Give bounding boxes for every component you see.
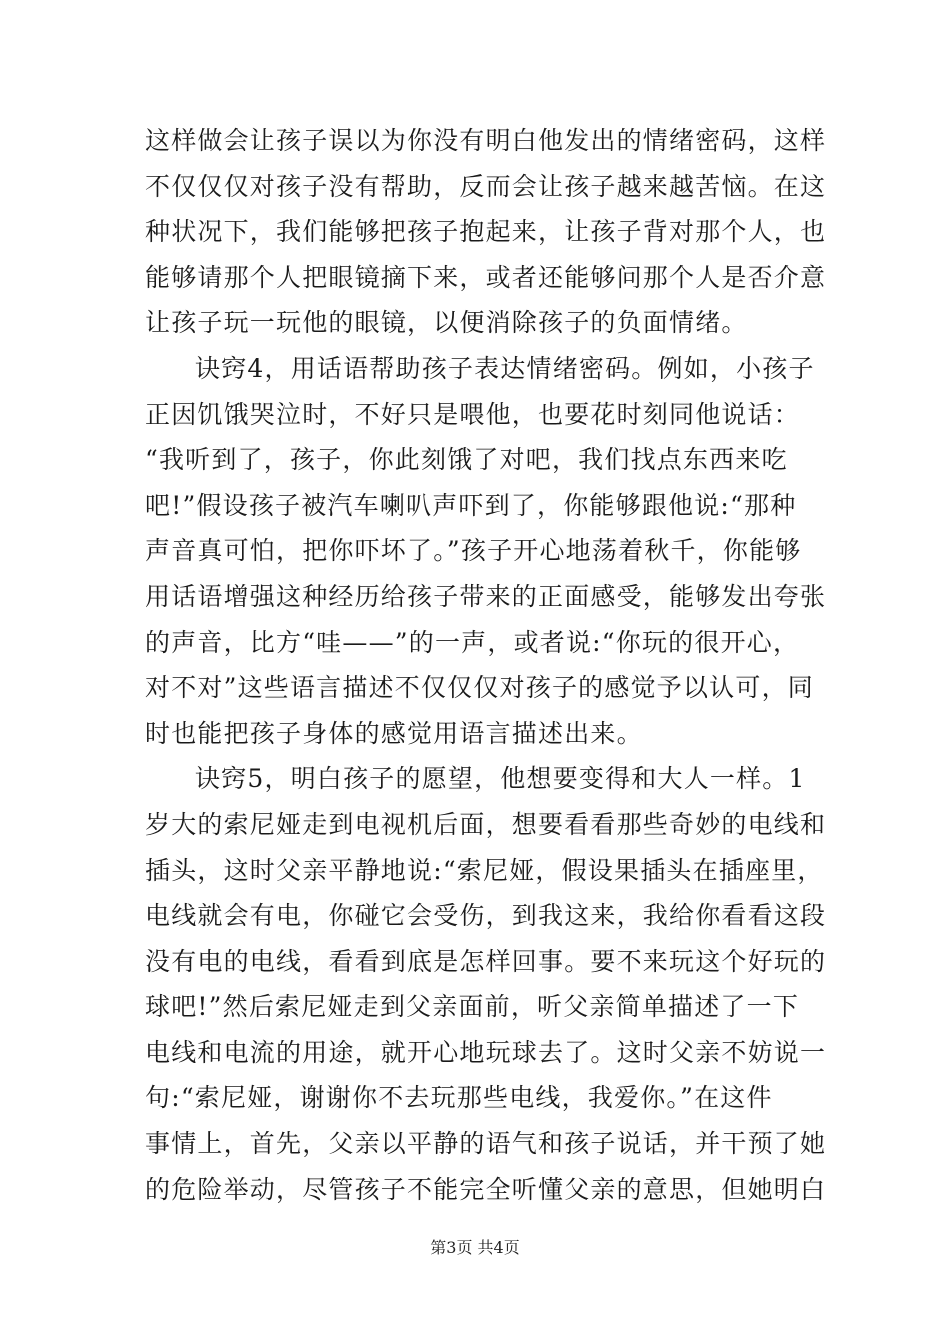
- text-line: 球吧!”然后索尼娅走到父亲面前，听父亲简单描述了一下: [145, 992, 800, 1022]
- text-line: 事情上，首先，父亲以平静的语气和孩子说话，并干预了她: [145, 1129, 827, 1159]
- text-line: 能够请那个人把眼镜摘下来，或者还能够问那个人是否介意: [145, 262, 827, 292]
- text-line: 声音真可怕，把你吓坏了。”孩子开心地荡着秋千，你能够: [145, 536, 802, 566]
- page-number-footer: 第3页 共4页: [430, 1238, 520, 1257]
- text-line: 电线和电流的用途，就开心地玩球去了。这时父亲不妨说一: [145, 1037, 827, 1067]
- text-line: 对不对”这些语言描述不仅仅仅对孩子的感觉予以认可，同: [145, 673, 814, 703]
- text-line: 插头，这时父亲平静地说:“索尼娅，假设果插头在插座里，: [145, 855, 824, 885]
- text-line: 没有电的电线，看看到底是怎样回事。要不来玩这个好玩的: [145, 946, 827, 976]
- text-line: 的声音，比方“哇——”的一声，或者说:“你玩的很开心，: [145, 627, 800, 657]
- text-line: 时也能把孩子身体的感觉用语言描述出来。: [145, 718, 643, 748]
- text-line: 岁大的索尼娅走到电视机后面，想要看看那些奇妙的电线和: [145, 809, 827, 839]
- text-line: 这样做会让孩子误以为你没有明白他发出的情绪密码，这样: [145, 126, 827, 155]
- paragraph-start-line: 诀窍4，用话语帮助孩子表达情绪密码。例如，小孩子: [195, 353, 815, 383]
- text-line: 种状况下，我们能够把孩子抱起来，让孩子背对那个人，也: [145, 217, 827, 247]
- text-line: 不仅仅仅对孩子没有帮助，反而会让孩子越来越苦恼。在这: [145, 171, 827, 201]
- document-body: [145, 118, 827, 1212]
- paragraph-start-line: 诀窍5，明白孩子的愿望，他想要变得和大人一样。1: [195, 764, 806, 794]
- text-line: 用话语增强这种经历给孩子带来的正面感受，能够发出夸张: [145, 581, 827, 611]
- text-line: 吧!”假设孩子被汽车喇叭声吓到了，你能够跟他说:“那种: [145, 490, 797, 520]
- text-line: 电线就会有电，你碰它会受伤，到我这来，我给你看看这段: [145, 901, 827, 931]
- text-line: 让孩子玩一玩他的眼镜，以便消除孩子的负面情绪。: [145, 308, 748, 338]
- text-line: “我听到了，孩子，你此刻饿了对吧，我们找点东西来吃: [145, 445, 788, 475]
- text-line: 的危险举动，尽管孩子不能完全听懂父亲的意思，但她明白: [145, 1174, 827, 1204]
- text-line: 正因饥饿哭泣时，不好只是喂他，也要花时刻同他说话：: [145, 399, 801, 429]
- text-line: 句:“索尼娅，谢谢你不去玩那些电线，我爱你。”在这件: [145, 1083, 773, 1113]
